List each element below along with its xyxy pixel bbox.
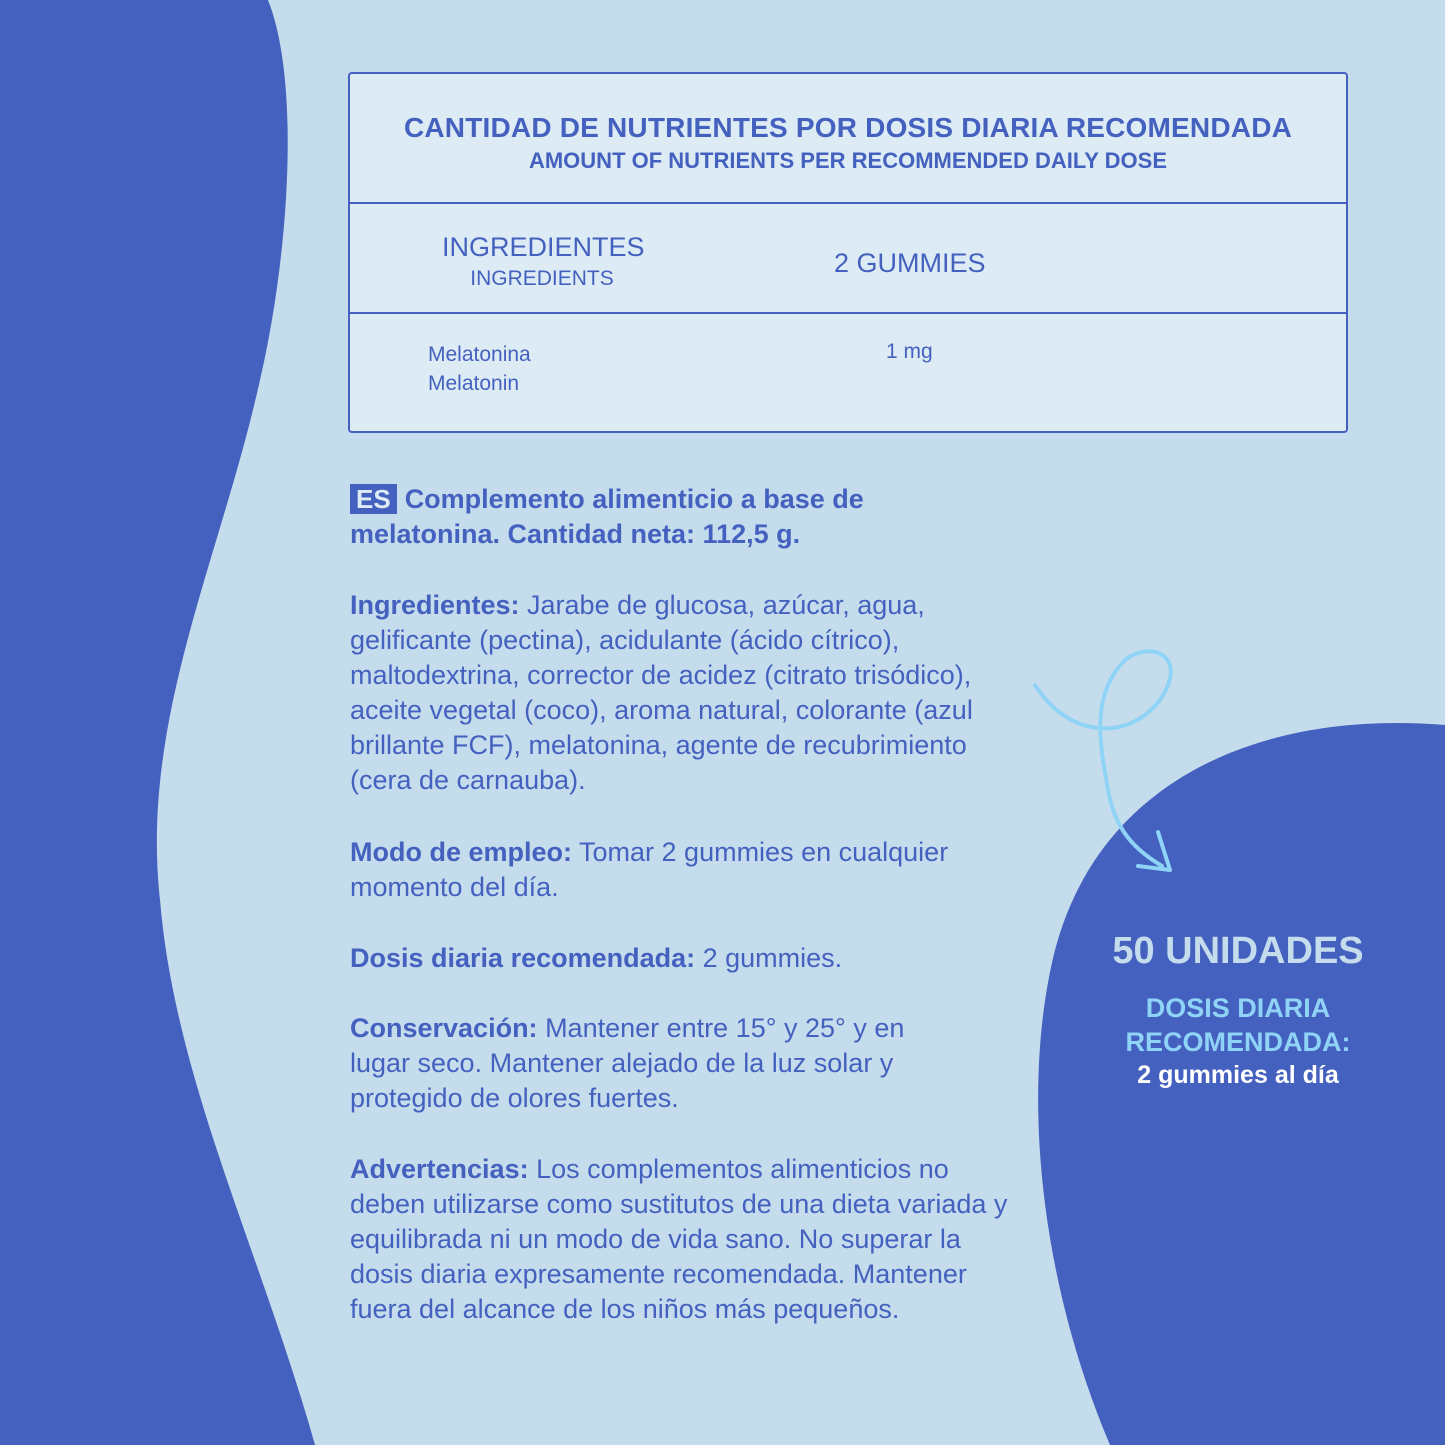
intro-text: Complemento alimenticio a base de melatonina. Cantidad neta: 112,5 g.	[350, 484, 864, 549]
table-column-headers	[350, 204, 1346, 314]
dose-title: Dosis diaria recomendada:	[350, 943, 696, 973]
warnings-paragraph	[350, 1152, 1015, 1327]
dose-text: 2 gummies.	[695, 943, 843, 973]
ingredients-paragraph	[350, 588, 990, 798]
units-title: 50 UNIDADES	[1112, 930, 1364, 972]
table-heading-es: CANTIDAD DE NUTRIENTES POR DOSIS DIARIA RECOMENDADA	[403, 112, 1293, 143]
column-ingredients	[442, 232, 645, 291]
table-header	[350, 74, 1346, 204]
ingredient-name-es: Melatonina	[428, 343, 531, 366]
nutrition-table	[348, 72, 1348, 433]
dose-value: 2 gummies al día	[1137, 1061, 1339, 1089]
units-badge	[1088, 930, 1388, 1090]
table-heading-en: AMOUNT OF NUTRIENTS PER RECOMMENDED DAILY DOSE	[528, 148, 1168, 173]
storage-text: Mantener entre 15° y 25° y en lugar seco. Mantener alejado de la luz solar y protegido de olores fuertes.	[350, 1013, 905, 1113]
column-ingredients-en: INGREDIENTS	[470, 267, 614, 290]
warnings-text: Los complementos alimenticios no deben utilizarse como sustitutos de una dieta variada y equilibrada ni un modo de vida sano. No superar la dosis diaria expresamente recomendada. Mantener fuera del alcance de los niños más pequeños.	[350, 1154, 1008, 1324]
storage-title: Conservación:	[350, 1013, 538, 1043]
dose-label-line2: RECOMENDADA:	[1125, 1027, 1351, 1057]
intro-paragraph	[350, 482, 910, 552]
usage-text: Tomar 2 gummies en cualquier momento del día.	[350, 837, 949, 902]
dose-label-line1: DOSIS DIARIA	[1145, 993, 1331, 1023]
dose-label	[1088, 991, 1388, 1059]
storage-paragraph	[350, 1011, 970, 1116]
usage-title: Modo de empleo:	[350, 837, 572, 867]
dose-paragraph	[350, 941, 1030, 976]
table-row-ingredient	[428, 340, 531, 398]
column-ingredients-es: INGREDIENTES	[442, 232, 645, 262]
ingredients-title: Ingredientes:	[350, 590, 520, 620]
warnings-title: Advertencias:	[350, 1154, 529, 1184]
language-badge: ES	[350, 484, 397, 514]
ingredients-text: Jarabe de glucosa, azúcar, agua, gelificante (pectina), acidulante (ácido cítrico), maltodextrina, corrector de acidez (citrato trisódico), aceite vegetal (coco), aroma natural, colorante (azul brillante FCF), melatonina, agente de recubrimiento (cera de carnauba).	[350, 590, 973, 795]
ingredient-name-en: Melatonin	[428, 372, 520, 395]
column-dose: 2 GUMMIES	[834, 248, 986, 278]
ingredient-value: 1 mg	[886, 340, 933, 363]
usage-paragraph	[350, 835, 1010, 905]
left-wave-shape	[0, 0, 315, 1445]
